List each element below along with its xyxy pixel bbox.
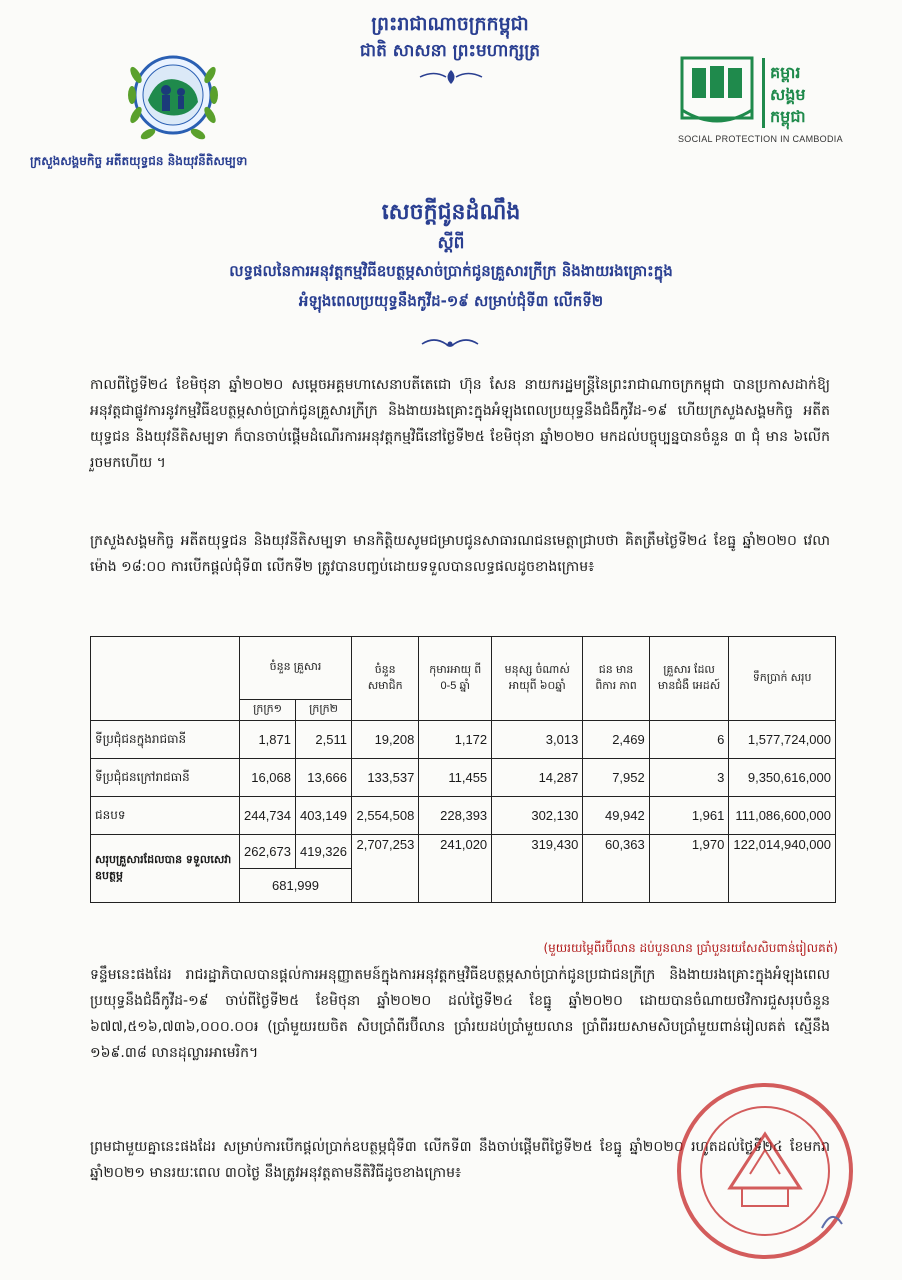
header-disabled: ជន មាន ពិការ ភាព (583, 637, 649, 721)
kingdom-title: ព្រះរាជាណាចក្រកម្ពុជា (371, 13, 529, 35)
table-row (91, 759, 836, 797)
total-disabled: 60,363 (583, 835, 649, 903)
cell-money: 1,577,724,000 (729, 721, 836, 759)
cell-elderly: 3,013 (492, 721, 583, 759)
table-row (91, 721, 836, 759)
header-hiv: គ្រួសារ ដែល មានជំងឺ អេដស៍ (649, 637, 729, 721)
cell-hiv: 6 (649, 721, 729, 759)
table-row (91, 797, 836, 835)
header-poor2: ក្រក្រ២ (296, 700, 352, 721)
total-families-sum: 681,999 (240, 869, 352, 903)
cell-children: 228,393 (419, 797, 492, 835)
svg-text:សង្គម: សង្គម (770, 85, 806, 104)
total-poor2: 419,326 (296, 835, 352, 869)
cell-children: 11,455 (419, 759, 492, 797)
total-row (91, 835, 836, 869)
svg-text:កម្ពុជា: កម្ពុជា (770, 107, 806, 126)
total-children: 241,020 (419, 835, 492, 903)
cell-elderly: 14,287 (492, 759, 583, 797)
divider-ornament-icon (418, 336, 482, 352)
cell-disabled: 2,469 (583, 721, 649, 759)
cell-hiv: 3 (649, 759, 729, 797)
cell-members: 19,208 (352, 721, 419, 759)
cell-disabled: 49,942 (583, 797, 649, 835)
header-families: ចំនួន គ្រួសារ (240, 637, 352, 700)
header-elderly: មនុស្ស ចំណាស់ អាយុពី ៦០ឆ្នាំ (492, 637, 583, 721)
notice-about: ស្តីពី (437, 233, 465, 253)
total-elderly: 319,430 (492, 835, 583, 903)
ornament-icon (416, 68, 486, 86)
cell-elderly: 302,130 (492, 797, 583, 835)
official-stamp-icon (672, 1078, 858, 1264)
cell-disabled: 7,952 (583, 759, 649, 797)
header-children: កុមារអាយុ ពី 0-5 ឆ្នាំ (419, 637, 492, 721)
row-label: ជនបទ (91, 797, 240, 835)
total-money: 122,014,940,000 (729, 835, 836, 903)
header-poor1: ក្រក្រ១ (240, 700, 296, 721)
cell-poor2: 2,511 (296, 721, 352, 759)
header-blank (91, 637, 240, 721)
amount-in-words-note: (មួយរយម្ភៃពីរប៊ីលាន ដប់បួនលាន ប្រាំបួនរយសែសិបពាន់រៀលគត់) (543, 941, 838, 955)
paragraph-next-round: ព្រមជាមួយគ្នានេះផងដែរ សម្រាប់ការបើកផ្តល់ប្រាក់ឧបត្ថម្ភជុំទី៣ លើកទី៣ នឹងចាប់ផ្តើមពីថ្ងៃទី២៥ ខែធ្នូ ឆ្នាំ២០២០ រហូតដល់ថ្ងៃទី២៤ ខែមករា ឆ្នាំ២០២១ មានរយៈពេល ៣០ថ្ងៃ នឹងត្រូវអនុវត្តតាមនីតិវិធីដូចខាងក្រោម៖ (90, 1139, 830, 1181)
header-members: ចំនួន សមាជិក (352, 637, 419, 721)
cell-children: 1,172 (419, 721, 492, 759)
total-hiv: 1,970 (649, 835, 729, 903)
notice-title: សេចក្តីជូនដំណឹង (381, 200, 521, 225)
paragraph-budget: ទន្ទឹមនេះផងដែរ រាជរដ្ឋាភិបាលបានផ្តល់ការអនុញ្ញាតមន៍ក្នុងការអនុវត្តកម្មវិធីឧបត្ថម្ភសាច់ប្រាក់ជូនប្រជាជនក្រីក្រ និងងាយរងគ្រោះក្នុងអំឡុងពេលប្រយុទ្ធនឹងជំងឺកូវីដ-១៩ ចាប់ពីថ្ងៃទី២៥ ខែមិថុនា ឆ្នាំ២០២០ ដល់ថ្ងៃទី២៤ ខែធ្នូ ឆ្នាំ២០២០ ដោយបានចំណាយថវិការជួសរុបចំនួន ៦៧៧,៥១៦,៧៣៦,០០០.០០៛ (ប្រាំមួយរយចិត សិបប្រាំពីរប៊ីលាន ប្រាំរយដប់ប្រាំមួយលាន ប្រាំពីររយសាមសិបប្រាំមួយពាន់រៀលគត់ ស្មើនឹង ១៦៩.៣៨ លានដុល្លារអាមេរិក។ (90, 967, 830, 1061)
cell-hiv: 1,961 (649, 797, 729, 835)
paragraph-results: ក្រសួងសង្គមកិច្ច អតីតយុទ្ធជន និងយុវនីតិសម្បទា មានកិត្តិយសូមជម្រាបជូនសាធារណជនមេត្តាជ្រាបថា គិតត្រឹមថ្ងៃទី២៤ ខែធ្នូ ឆ្នាំ២០២០ វេលាម៉ោង ១៨:០០ ការបើកផ្តល់ជុំទី៣ លើកទី២ ត្រូវបានបញ្ចប់ដោយទទួលបានលទ្ធផលដូចខាងក្រោម៖ (90, 533, 830, 575)
paragraph-intro: កាលពីថ្ងៃទី២៤ ខែមិថុនា ឆ្នាំ២០២០ សម្តេចអគ្គមហាសេនាបតីតេជោ ហ៊ុន សែន នាយករដ្ឋមន្ត្រីនៃព្រះរាជាណាចក្រកម្ពុជា បានប្រកាសដាក់ឱ្យអនុវត្តជាផ្លូវការនូវកម្មវិធីឧបត្ថម្ភសាច់ប្រាក់ជូនគ្រួសារក្រីក្រ និងងាយរងគ្រោះក្នុងអំឡុងពេលប្រយុទ្ធនឹងជំងឺកូវីដ-១៩ ហើយក្រសួងសង្គមកិច្ច អតីតយុទ្ធជន និងយុវនីតិសម្បទា ក៏បានចាប់ផ្តើមដំណើរការអនុវត្តកម្មវិធីនៅថ្ងៃទី២៥ ខែមិថុនា ឆ្នាំ២០២០ មកដល់បច្ចុប្បន្នបានចំនួន ៣ ជុំ មាន ៦លើក រួចមកហើយ ។ (90, 377, 830, 471)
cell-poor1: 1,871 (240, 721, 296, 759)
svg-text:គម្ពារ: គម្ពារ (770, 63, 801, 82)
cell-members: 133,537 (352, 759, 419, 797)
row-label: ទីប្រជុំជនក្រៅរាជធានី (91, 759, 240, 797)
cell-poor2: 13,666 (296, 759, 352, 797)
notice-subject-line2: អំឡុងពេលប្រយុទ្ធនឹងកូវីដ-១៩ សម្រាប់ជុំទី៣ លើកទី២ (298, 292, 604, 310)
total-poor1: 262,673 (240, 835, 296, 869)
social-protection-caption: SOCIAL PROTECTION IN CAMBODIA (678, 134, 843, 144)
cell-poor1: 244,734 (240, 797, 296, 835)
cell-members: 2,554,508 (352, 797, 419, 835)
row-label: ទីប្រជុំជនក្នុងរាជធានី (91, 721, 240, 759)
cell-money: 9,350,616,000 (729, 759, 836, 797)
total-label: សរុបគ្រួសារដែលបាន ទទួលសេវាឧបត្ថម្ភ (91, 835, 240, 903)
cell-money: 111,086,600,000 (729, 797, 836, 835)
cell-poor2: 403,149 (296, 797, 352, 835)
national-motto: ជាតិ សាសនា ព្រះមហាក្សត្រ (359, 41, 541, 61)
results-table (90, 636, 836, 903)
total-members: 2,707,253 (352, 835, 419, 903)
cell-poor1: 16,068 (240, 759, 296, 797)
ministry-logo-icon (118, 40, 228, 150)
ministry-name: ក្រសួងសង្គមកិច្ច អតីតយុទ្ធជន និងយុវនីតិសម្បទា (30, 154, 248, 168)
header-total-money: ទឹកប្រាក់ សរុប (729, 637, 836, 721)
notice-subject-line1: លទ្ធផលនៃការអនុវត្តកម្មវិធីឧបត្ថម្ភសាច់ប្រាក់ជូនគ្រួសារក្រីក្រ និងងាយរងគ្រោះក្នុង (229, 262, 673, 280)
